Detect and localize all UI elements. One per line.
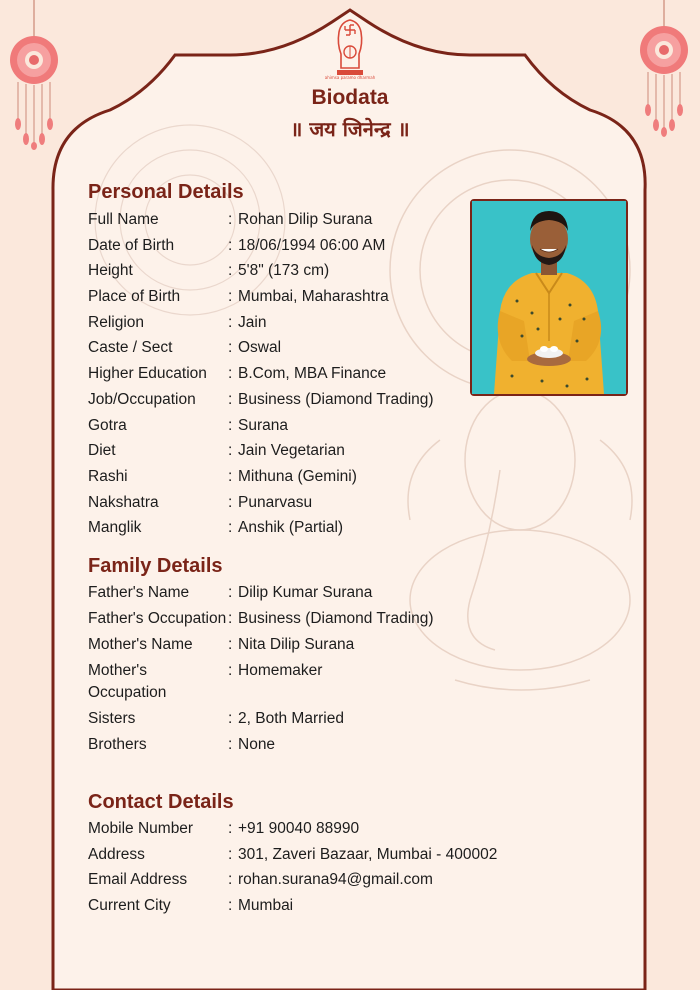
personal-row-value: Jain [238, 313, 267, 331]
personal-row-label: Diet [88, 442, 116, 460]
separator-colon: : [228, 211, 233, 228]
separator-colon: : [228, 390, 233, 408]
contact-row-label: Address [88, 845, 145, 863]
personal-row [88, 286, 528, 308]
separator-colon: : [228, 467, 233, 485]
separator-colon: : [228, 897, 233, 915]
separator-colon: : [228, 845, 233, 863]
personal-row [88, 209, 528, 231]
separator-colon: : [228, 519, 233, 537]
contact-row [88, 895, 528, 917]
personal-row-label: Job/Occupation [88, 390, 196, 408]
separator-colon: : [228, 710, 233, 727]
family-details-heading: Family Details [88, 555, 223, 577]
personal-row-label: Height [88, 262, 133, 280]
family-row-label: Sisters [88, 710, 136, 727]
personal-row-value: Anshik (Partial) [238, 519, 344, 537]
separator-colon: : [228, 442, 233, 460]
contact-row [88, 844, 528, 866]
personal-row-label: Higher Education [88, 365, 207, 383]
separator-colon: : [228, 820, 233, 837]
personal-row [88, 312, 528, 334]
family-row-label: Mother's Occupation [88, 662, 167, 701]
personal-row [88, 260, 528, 282]
personal-row-value: Mithuna (Gemini) [238, 467, 357, 485]
page-subtitle: ॥ जय जिनेन्द्र ॥ [290, 117, 410, 141]
separator-colon: : [228, 584, 233, 601]
contact-row-value: +91 90040 88990 [238, 820, 360, 837]
personal-row [88, 517, 528, 539]
contact-row [88, 818, 528, 840]
contact-row-label: Mobile Number [88, 820, 194, 837]
personal-row-label: Date of Birth [88, 236, 175, 254]
personal-row-value: Rohan Dilip Surana [238, 211, 373, 228]
contact-row [88, 869, 528, 891]
family-row [88, 708, 528, 730]
family-row [88, 734, 528, 756]
personal-row-label: Full Name [88, 211, 159, 228]
personal-row-label: Manglik [88, 519, 142, 537]
personal-row-value: 5'8" (173 cm) [238, 262, 330, 280]
personal-details-list [88, 209, 528, 543]
personal-row [88, 492, 528, 514]
personal-row-label: Religion [88, 313, 145, 331]
family-row-value: 2, Both Married [238, 710, 344, 727]
family-row-value: Dilip Kumar Surana [238, 584, 373, 601]
personal-row-value: Oswal [238, 339, 282, 357]
personal-row [88, 337, 528, 359]
personal-row-label: Caste / Sect [88, 339, 173, 357]
family-row [88, 660, 528, 704]
family-row [88, 582, 528, 604]
family-row [88, 608, 528, 630]
personal-row-label: Gotra [88, 416, 127, 434]
family-row-label: Father's Name [88, 584, 190, 601]
personal-row [88, 389, 528, 411]
personal-row-value: B.Com, MBA Finance [238, 365, 387, 383]
contact-row-value: 301, Zaveri Bazaar, Mumbai - 400002 [238, 845, 498, 863]
personal-row [88, 440, 528, 462]
family-row-value: Business (Diamond Trading) [238, 610, 434, 627]
personal-row-value: Mumbai, Maharashtra [238, 288, 389, 306]
contact-row-label: Current City [88, 897, 171, 915]
separator-colon: : [228, 610, 233, 627]
separator-colon: : [228, 416, 233, 434]
separator-colon: : [228, 871, 233, 889]
separator-colon: : [228, 288, 233, 306]
personal-row-label: Place of Birth [88, 288, 181, 306]
separator-colon: : [228, 236, 233, 254]
contact-details-heading: Contact Details [88, 791, 234, 813]
family-row-label: Father's Occupation [88, 610, 227, 627]
contact-details-list [88, 818, 528, 921]
separator-colon: : [228, 365, 233, 383]
separator-colon: : [228, 339, 233, 357]
family-row-label: Brothers [88, 736, 147, 753]
personal-row-value: 18/06/1994 06:00 AM [238, 236, 386, 254]
separator-colon: : [228, 313, 233, 331]
family-row-value: Nita Dilip Surana [238, 636, 355, 653]
family-row-value: None [238, 736, 276, 753]
separator-colon: : [228, 636, 233, 653]
separator-colon: : [228, 662, 233, 679]
personal-row [88, 415, 528, 437]
personal-row [88, 235, 528, 257]
contact-row-value: rohan.surana94@gmail.com [238, 871, 433, 889]
contact-row-value: Mumbai [238, 897, 294, 915]
jain-emblem-icon [324, 18, 376, 80]
personal-row-label: Nakshatra [88, 493, 159, 511]
page-title: Biodata [311, 86, 389, 109]
personal-row-value: Punarvasu [238, 493, 313, 511]
personal-row-label: Rashi [88, 467, 128, 485]
personal-row [88, 363, 528, 385]
separator-colon: : [228, 262, 233, 280]
separator-colon: : [228, 736, 233, 753]
personal-details-heading: Personal Details [88, 181, 244, 203]
family-details-list [88, 582, 528, 760]
personal-row-value: Jain Vegetarian [238, 442, 345, 460]
emblem-text: ahimsa paramo dharmah [324, 75, 376, 80]
personal-row-value: Business (Diamond Trading) [238, 390, 434, 408]
personal-row [88, 466, 528, 488]
family-row [88, 634, 528, 656]
family-row-label: Mother's Name [88, 636, 193, 653]
personal-row-value: Surana [238, 416, 288, 434]
separator-colon: : [228, 493, 233, 511]
family-row-value: Homemaker [238, 662, 323, 679]
contact-row-label: Email Address [88, 871, 188, 889]
